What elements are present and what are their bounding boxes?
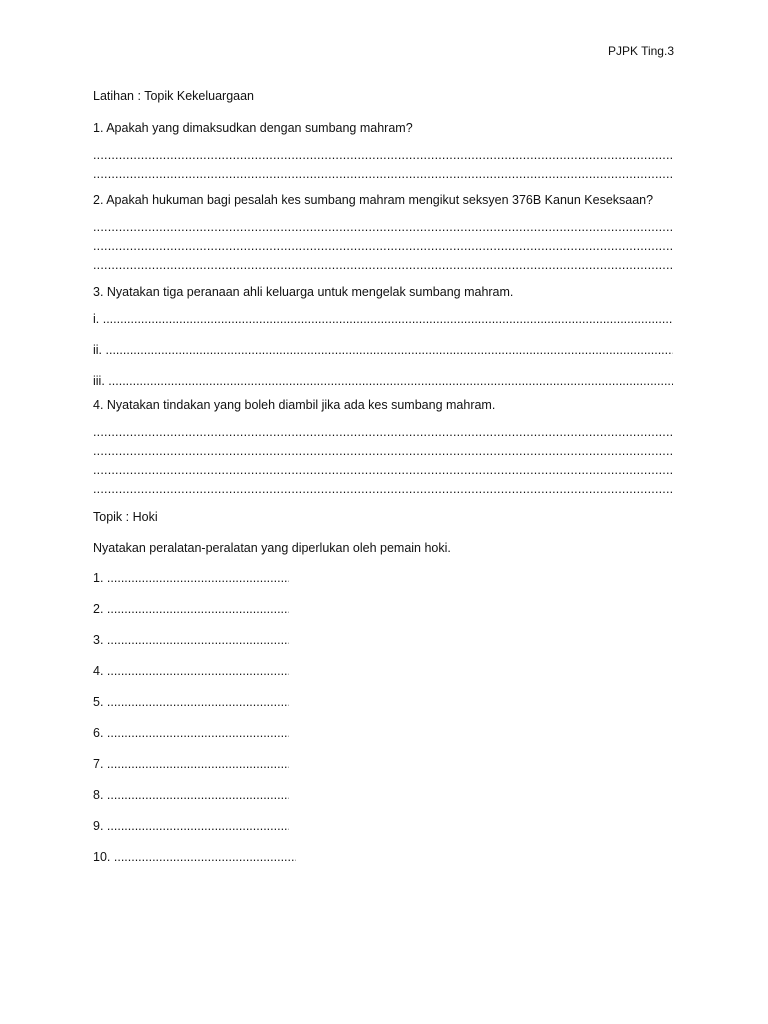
list-item[interactable] (93, 718, 673, 749)
answer-dots[interactable] (107, 749, 289, 780)
answer-line[interactable] (93, 256, 673, 275)
question-2: 2. Apakah hukuman bagi pesalah kes sumbang mahram mengikut seksyen 376B Kanun Keseksaan? (93, 193, 654, 207)
item-number: 2. (93, 602, 107, 616)
answer-line[interactable] (93, 165, 673, 184)
answer-dots[interactable] (107, 594, 289, 625)
item-number: 10. (93, 850, 111, 864)
answer-row-i[interactable] (93, 304, 673, 335)
list-item[interactable] (93, 625, 673, 656)
worksheet-content (93, 89, 673, 873)
answer-dots[interactable] (114, 842, 296, 873)
answer-line[interactable] (93, 146, 673, 165)
answer-dots[interactable] (107, 780, 289, 811)
answer-line[interactable] (93, 218, 673, 237)
question-4: 4. Nyatakan tindakan yang boleh diambil jika ada kes sumbang mahram. (93, 398, 496, 412)
list-item[interactable] (93, 780, 673, 811)
answer-dots[interactable] (107, 718, 289, 749)
item-number: 3. (93, 633, 104, 647)
answer-dots[interactable] (107, 625, 289, 656)
answer-dots[interactable] (108, 374, 673, 388)
answer-row-ii[interactable] (93, 335, 673, 366)
item-number: 6. (93, 726, 104, 740)
question-3: 3. Nyatakan tiga peranaan ahli keluarga untuk mengelak sumbang mahram. (93, 285, 514, 299)
list-item[interactable] (93, 811, 673, 842)
answer-row-iii[interactable] (93, 366, 673, 397)
answer-line[interactable] (93, 480, 673, 499)
answer-line[interactable] (93, 423, 673, 442)
list-item[interactable] (93, 687, 673, 718)
item-number: 4. (93, 664, 104, 678)
item-label: ii. (93, 343, 103, 357)
list-item[interactable] (93, 656, 673, 687)
course-label: PJPK Ting.3 (607, 44, 674, 58)
item-number: 7. (93, 757, 104, 771)
answer-dots[interactable] (107, 656, 289, 687)
list-item[interactable] (93, 749, 673, 780)
item-number: 1. (93, 571, 104, 585)
item-label: iii. (93, 374, 105, 388)
item-number: 5. (93, 695, 104, 709)
answer-line[interactable] (93, 237, 673, 256)
item-label: i. (93, 312, 100, 326)
section-title-hoki: Topik : Hoki (93, 510, 158, 524)
answer-line[interactable] (93, 461, 673, 480)
answer-dots[interactable] (107, 687, 289, 718)
question-hoki: Nyatakan peralatan-peralatan yang diperlukan oleh pemain hoki. (93, 541, 451, 555)
answer-dots[interactable] (106, 343, 673, 357)
list-item[interactable] (93, 594, 673, 625)
list-item[interactable] (93, 842, 673, 873)
answer-dots[interactable] (103, 312, 673, 326)
answer-dots[interactable] (107, 811, 289, 842)
question-1: 1. Apakah yang dimaksudkan dengan sumbang mahram? (93, 121, 413, 135)
answer-dots[interactable] (107, 563, 289, 594)
answer-line[interactable] (93, 442, 673, 461)
list-item[interactable] (93, 563, 673, 594)
section-title-kekeluargaan: Latihan : Topik Kekeluargaan (93, 89, 254, 103)
item-number: 9. (93, 819, 104, 833)
item-number: 8. (93, 788, 104, 802)
